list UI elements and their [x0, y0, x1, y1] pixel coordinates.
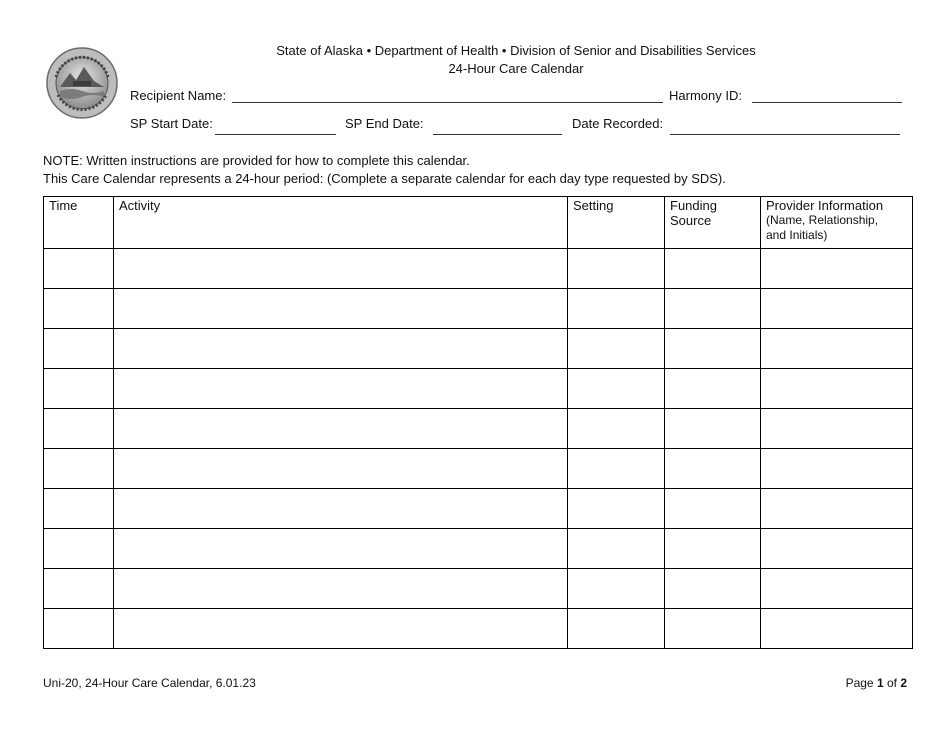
table-row	[44, 249, 913, 289]
cell-provider-info[interactable]	[761, 409, 913, 449]
table-row	[44, 489, 913, 529]
cell-funding-source[interactable]	[665, 369, 761, 409]
note-period: This Care Calendar represents a 24-hour period: (Complete a separate calendar for each day type requested by SDS).	[43, 171, 726, 186]
cell-provider-info[interactable]	[761, 489, 913, 529]
page-current: 1	[876, 676, 884, 690]
cell-activity[interactable]	[114, 329, 568, 369]
cell-setting[interactable]	[568, 329, 665, 369]
cell-funding-source[interactable]	[665, 489, 761, 529]
cell-setting[interactable]	[568, 529, 665, 569]
cell-activity[interactable]	[114, 409, 568, 449]
cell-activity[interactable]	[114, 369, 568, 409]
col-header-funding-line1: Funding	[670, 198, 717, 213]
page-of: of	[883, 676, 901, 690]
cell-provider-info[interactable]	[761, 249, 913, 289]
sp-end-date-label: SP End Date:	[345, 116, 424, 131]
table-row	[44, 329, 913, 369]
cell-time[interactable]	[44, 249, 114, 289]
sp-start-date-label: SP Start Date:	[130, 116, 213, 131]
cell-setting[interactable]	[568, 289, 665, 329]
cell-funding-source[interactable]	[665, 289, 761, 329]
col-header-provider-info	[761, 197, 913, 249]
cell-activity[interactable]	[114, 249, 568, 289]
note-instructions: NOTE: Written instructions are provided for how to complete this calendar.	[43, 153, 470, 168]
page-title: 24-Hour Care Calendar	[448, 61, 584, 76]
cell-activity[interactable]	[114, 609, 568, 649]
sp-start-date-field[interactable]	[215, 118, 336, 135]
cell-provider-info[interactable]	[761, 449, 913, 489]
cell-provider-info[interactable]	[761, 289, 913, 329]
cell-provider-info[interactable]	[761, 369, 913, 409]
cell-setting[interactable]	[568, 249, 665, 289]
col-header-provider-line1: Provider Information	[766, 198, 884, 213]
table-row	[44, 369, 913, 409]
cell-time[interactable]	[44, 329, 114, 369]
col-header-funding-line2: Source	[670, 213, 712, 228]
cell-funding-source[interactable]	[665, 529, 761, 569]
cell-time[interactable]	[44, 369, 114, 409]
cell-time[interactable]	[44, 409, 114, 449]
table-row	[44, 409, 913, 449]
cell-time[interactable]	[44, 489, 114, 529]
page-number	[846, 676, 907, 690]
table-row	[44, 289, 913, 329]
cell-provider-info[interactable]	[761, 609, 913, 649]
cell-activity[interactable]	[114, 289, 568, 329]
table-header-row	[44, 197, 913, 249]
cell-setting[interactable]	[568, 489, 665, 529]
header-agency-line: State of Alaska • Department of Health • Division of Senior and Disabilities Services	[276, 43, 756, 58]
cell-provider-info[interactable]	[761, 569, 913, 609]
form-id: Uni-20, 24-Hour Care Calendar, 6.01.23	[43, 676, 256, 690]
cell-activity[interactable]	[114, 489, 568, 529]
cell-activity[interactable]	[114, 449, 568, 489]
date-recorded-field[interactable]	[670, 118, 900, 135]
cell-funding-source[interactable]	[665, 329, 761, 369]
cell-provider-info[interactable]	[761, 329, 913, 369]
cell-setting[interactable]	[568, 609, 665, 649]
table-row	[44, 569, 913, 609]
col-header-provider-line2: (Name, Relationship,	[766, 213, 879, 227]
col-header-setting	[568, 197, 665, 249]
cell-time[interactable]	[44, 289, 114, 329]
harmony-id-label: Harmony ID:	[669, 88, 742, 103]
table-row	[44, 449, 913, 489]
cell-time[interactable]	[44, 529, 114, 569]
page-total: 2	[900, 676, 907, 690]
cell-funding-source[interactable]	[665, 449, 761, 489]
cell-funding-source[interactable]	[665, 249, 761, 289]
cell-time[interactable]	[44, 609, 114, 649]
recipient-name-label: Recipient Name:	[130, 88, 227, 103]
cell-funding-source[interactable]	[665, 609, 761, 649]
cell-setting[interactable]	[568, 409, 665, 449]
recipient-name-field[interactable]	[232, 86, 663, 103]
col-header-time-label: Time	[49, 198, 78, 213]
cell-time[interactable]	[44, 569, 114, 609]
page-prefix: Page	[845, 676, 877, 690]
cell-funding-source[interactable]	[665, 569, 761, 609]
table-row	[44, 529, 913, 569]
cell-funding-source[interactable]	[665, 409, 761, 449]
col-header-activity	[114, 197, 568, 249]
table-body	[44, 249, 913, 649]
harmony-id-field[interactable]	[752, 86, 902, 103]
cell-activity[interactable]	[114, 529, 568, 569]
care-calendar-table	[43, 196, 913, 649]
cell-provider-info[interactable]	[761, 529, 913, 569]
sp-end-date-field[interactable]	[433, 118, 562, 135]
col-header-activity-label: Activity	[119, 198, 161, 213]
cell-time[interactable]	[44, 449, 114, 489]
col-header-time	[44, 197, 114, 249]
col-header-provider-line3: and Initials)	[766, 228, 828, 242]
cell-setting[interactable]	[568, 369, 665, 409]
cell-activity[interactable]	[114, 569, 568, 609]
col-header-funding-source	[665, 197, 761, 249]
cell-setting[interactable]	[568, 569, 665, 609]
col-header-setting-label: Setting	[573, 198, 614, 213]
cell-setting[interactable]	[568, 449, 665, 489]
table-row	[44, 609, 913, 649]
date-recorded-label: Date Recorded:	[572, 116, 664, 131]
